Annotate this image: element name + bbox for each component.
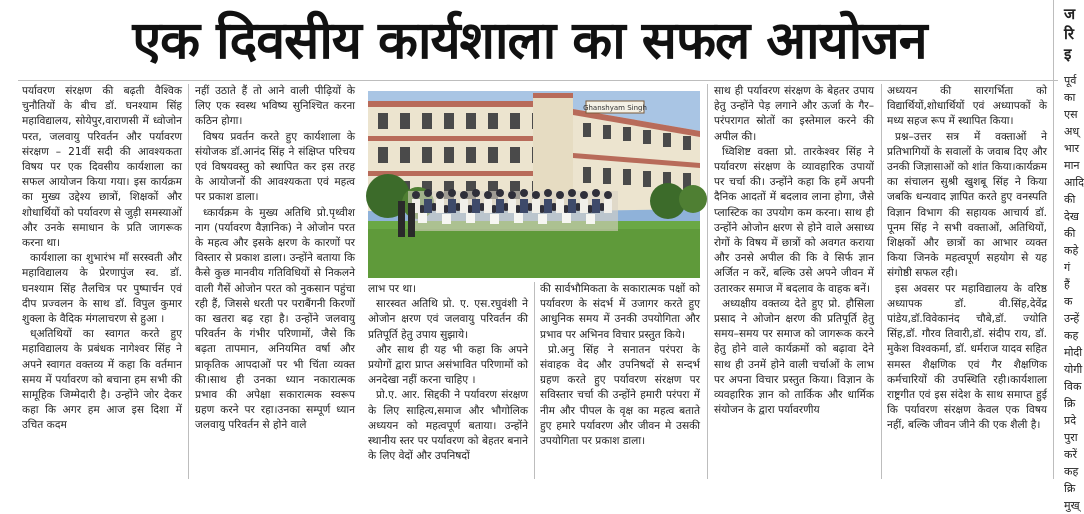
- adjacent-text-fragment: कह: [1064, 465, 1079, 478]
- paragraph: ध्अतिथियों का स्वागत करते हुए महाविद्यालय के प्रबंधक नागेश्वर सिंह ने अपने स्वागत वक्तव्य में कहा कि वर्तमान समय में पर्यावरण को बचाना हम सभी की सामूहिक जिम्मेदारी है। उन्होंने जोर देकर कहा कि अगर हम आज इस दिशा में उचित कदम: [22, 328, 182, 432]
- adjacent-text-fragment: कहे: [1064, 244, 1079, 257]
- adjacent-text-fragment: गं: [1064, 261, 1071, 274]
- adjacent-text-fragment: विक: [1064, 380, 1082, 393]
- adjacent-text-fragment: हैं: [1064, 278, 1070, 291]
- adjacent-text-fragment: भार: [1064, 142, 1080, 155]
- adjacent-text-fragment: की: [1064, 227, 1076, 240]
- adjacent-article-text: [1058, 72, 1084, 514]
- paragraph: सारस्वत अतिथि प्रो. ए. एस.रघुवंशी ने ओजोन क्षरण एवं जलवायु परिवर्तन की प्रतिपूर्ति हेतु उपाय सुझाये।: [368, 298, 528, 341]
- adjacent-text-fragment: देख: [1064, 210, 1079, 223]
- adjacent-text-fragment: उन्हें: [1064, 312, 1080, 325]
- adjacent-text-fragment: एस: [1064, 108, 1078, 121]
- adjacent-text-fragment: की: [1064, 193, 1076, 206]
- adjacent-text-fragment: करें: [1064, 448, 1077, 461]
- adjacent-text-fragment: मोदी: [1064, 346, 1083, 359]
- article-column-4: [540, 282, 700, 479]
- college-building-photo: [368, 91, 700, 278]
- adjacent-text-fragment: का: [1064, 91, 1076, 104]
- adjacent-text-fragment: योगी: [1064, 363, 1083, 376]
- paragraph: अध्ययन की सारगर्भिता को विद्यार्थियों,शोधार्थियों एवं अध्यापकों के मध्य सहज रूप में स्थापित किया।: [887, 85, 1047, 128]
- column-divider: [881, 84, 882, 479]
- article-column-1: [22, 84, 182, 479]
- paragraph: लाभ पर था।: [368, 283, 416, 295]
- article-headline: एक दिवसीय कार्यशाला का सफल आयोजन: [132, 11, 927, 71]
- column-divider: [188, 84, 189, 479]
- paragraph: नहीं उठाते हैं तो आने वाली पीढ़ियों के लिए एक स्वस्थ भविष्य सुनिश्चित करना कठिन होगा।: [195, 85, 355, 128]
- adjacent-text-fragment: क: [1064, 295, 1073, 308]
- paragraph: विषय प्रवर्तन करते हुए कार्यशाला के संयोजक डॉ.आनंद सिंह ने संक्षिप्त परिचय एवं विषयवस्तु को स्थापित कर इस तरह के आयोजनों की आवश्यकता एवं महत्व पर प्रकाश डाला।: [195, 130, 355, 204]
- adjacent-text-fragment: क्रि: [1064, 397, 1076, 410]
- adjacent-text-fragment: प्रदे: [1064, 414, 1077, 427]
- paragraph: कार्यशाला का शुभारंभ माँ सरस्वती और महाविद्यालय के प्रेरणापुंज स्व. डॉ. घनश्याम सिंह तैलचित्र पर पुष्पार्चन एवं दीप प्रज्वलन के साथ डॉ. विपुल कुमार शुक्ला के वैदिक मंगलाचरण से हुआ ।: [22, 252, 182, 326]
- adjacent-headline-fragment: रि: [1064, 25, 1075, 43]
- adjacent-text-fragment: कह: [1064, 329, 1079, 342]
- article-column-2: [195, 84, 355, 479]
- adjacent-text-fragment: मुख्: [1064, 499, 1080, 512]
- adjacent-text-fragment: अध्: [1064, 125, 1080, 138]
- adjacent-text-fragment: आदि: [1064, 176, 1084, 189]
- adjacent-text-fragment: पुरा: [1064, 431, 1078, 444]
- column-divider: [534, 282, 535, 479]
- building-sign: Ghanshyam Singh: [583, 104, 647, 112]
- adjacent-text-fragment: पूर्व: [1064, 74, 1077, 87]
- paragraph: अध्यक्षीय वक्तव्य देते हुए प्रो. हौसिला प्रसाद ने ओजोन क्षरण की प्रतिपूर्ति हेतु समय–समय पर समाज को जागरूक करने हेतु होने वाले कार्यक्रमों को बढ़ावा देने साथ ही उनमें होने वाली चर्चाओं के लाभ पर अपना विचार प्रस्तुत किया। विज्ञान के व्यवहारिक ज्ञान को तार्किक और धार्मिक संयोजन के द्वारा पर्यावरणीय: [714, 297, 874, 417]
- paragraph: और साथ ही यह भी कहा कि अपने प्रयोगों द्वारा प्राप्त असंभावित परिणामों को अनदेखा नहीं करना चाहिए ।: [368, 343, 528, 387]
- paragraph: ध्विशिष्ट वक्ता प्रो. तारकेश्वर सिंह ने पर्यावरण संरक्षण के व्यावहारिक उपायों पर चर्चा की। उन्होंने कहा कि हमें अपनी दैनिक आदतों में बदलाव लाना होगा, जैसे प्लास्टिक का उपयोग कम करना। साथ ही उन्होंने ओजोन क्षरण से होने वाले असाध्य रोगों के विषय में छात्रों को अवगत कराया और उनसे अपील की कि वे सिर्फ ज्ञान अर्जित न करें, बल्कि उसे अपने जीवन में उतारकर समाज में बदलाव के वाहक बनें।: [714, 145, 874, 295]
- article-column-3: [368, 282, 528, 479]
- paragraph: ध्कार्यक्रम के मुख्य अतिथि प्रो.पृथ्वीश नाग (पर्यावरण वैज्ञानिक) ने ओजोन परत के महत्व और इसके क्षरण के कारणों पर विस्तार से प्रकाश डाला। उन्होंने बताया कि कैसे कुछ मानवीय गतिविधियों से निकलने वाली गैसें ओजोन परत को नुकसान पहुंचा रही हैं, जिससे धरती पर पराबैंगनी किरणों का खतरा बढ़ रहा है। उन्होंने जलवायु परिवर्तन के गंभीर परिणामों, जैसे कि बढ़ता तापमान, अनियमित वर्षा और प्राकृतिक आपदाओं पर भी चिंता व्यक्त की।साथ ही उनका ध्यान नकारात्मक प्रभाव की अपेक्षा सकारात्मक स्वरूप ग्रहण करने पर रहा।उनका सम्पूर्ण ध्यान जलवायु परिवर्तन से होने वाले: [195, 206, 355, 432]
- paragraph: की सार्वभौमिकता के सकारात्मक पक्षों को पर्यावरण के संदर्भ में उजागर करते हुए आधुनिक समय में उनकी उपयोगिता और प्रभाव पर अभिनव विचार प्रस्तुत किये।: [540, 283, 700, 341]
- adjacent-headline-fragment: ज: [1064, 5, 1076, 23]
- adjacent-article-strip: [1058, 0, 1084, 512]
- paragraph: इस अवसर पर महाविद्यालय के वरिष्ठ अध्यापक डॉ. वी.सिंह,देवेंद्र पांडेय,डॉ.विवेकानंद चौबे,डॉ. ज्योति सिंह,डॉ. गौरव तिवारी,डॉ. संदीप राय, डॉ. मुकेश विश्वकर्मा, डॉ. धर्मराज यादव सहित समस्त शैक्षणिक एवं गैर शैक्षणिक कर्मचारियों की उपस्थिति रही।कार्यशाला राष्ट्रगीत एवं इस संदेश के साथ समाप्त हुई कि पर्यावरण संरक्षण केवल एक विषय नहीं, बल्कि जीवन जीने की एक शैली है।: [887, 282, 1047, 432]
- paragraph: पर्यावरण संरक्षण की बढ़ती वैश्विक चुनौतियों के बीच डॉ. घनश्याम सिंह महाविद्यालय, सोयेपुर,वाराणसी में ध्वोजोन परत, जलवायु परिवर्तन और पर्यावरण संरक्षण – 21वीं सदी की आवश्यकता विषय पर एक दिवसीय कार्यशाला का सफल आयोजन किया गया। इस कार्यक्रम का मुख्य उद्देश्य छात्रों, शिक्षकों और शोधार्थियों को पर्यावरण से जुड़ी समस्याओं और उनके समाधान के प्रति जागरूक करना था।: [22, 85, 182, 250]
- paragraph: साथ ही पर्यावरण संरक्षण के बेहतर उपाय हेतु उन्होंने पेड़ लगाने और ऊर्जा के गैर–परंपरागत स्रोतों का इस्तेमाल करने की अपील की।: [714, 85, 874, 143]
- column-divider: [707, 84, 708, 479]
- adjacent-text-fragment: क्रि: [1064, 482, 1076, 495]
- adjacent-headline-fragment: इ: [1064, 45, 1072, 63]
- paragraph: प्रो.अनु सिंह ने सनातन परंपरा के संवाहक वेद और उपनिषदों से सन्दर्भ ग्रहण करते हुए पर्यावरण संरक्षण पर सविस्तार चर्चा की उन्होंने हमारी परंपरा में नीम और पीपल के वृक्ष का महत्व बताते हुए हमारे पर्यावरण और जीवन मे उसकी उपयोगिता पर प्रकाश डाला।: [540, 343, 700, 448]
- article-column-6: [887, 84, 1047, 479]
- paragraph: प्रश्न–उत्तर सत्र में वक्ताओं ने प्रतिभागियों के सवालों के जवाब दिए और उनकी जिज्ञासाओं को शांत किया।कार्यक्रम का संचालन सुश्री खुशबू सिंह ने किया जबकि धन्यवाद ज्ञापित करते हुए वनस्पति विज्ञान विभाग की सहायक आचार्य डॉ. पूनम सिंह ने सभी वक्ताओं, अतिथियों, शिक्षकों और छात्रों का आभार व्यक्त किया जिनके महत्वपूर्ण सहयोग से यह संगोष्ठी सफल रही।: [887, 130, 1047, 280]
- adjacent-text-fragment: मान: [1064, 159, 1080, 172]
- column-divider: [1053, 0, 1054, 479]
- event-group-photo: [368, 91, 700, 278]
- article-column-5: [714, 84, 874, 479]
- column-divider: [18, 80, 1058, 81]
- paragraph: प्रो.ए. आर. सिद्दकी ने पर्यावरण संरक्षण के लिए साहित्य,समाज और भौगोलिक अध्ययन को महत्वपूर्ण बताया। उन्होंने स्थानीय स्तर पर पर्यावरण को बेहतर बनाने के लिए वेदों और उपनिषदों: [368, 389, 528, 463]
